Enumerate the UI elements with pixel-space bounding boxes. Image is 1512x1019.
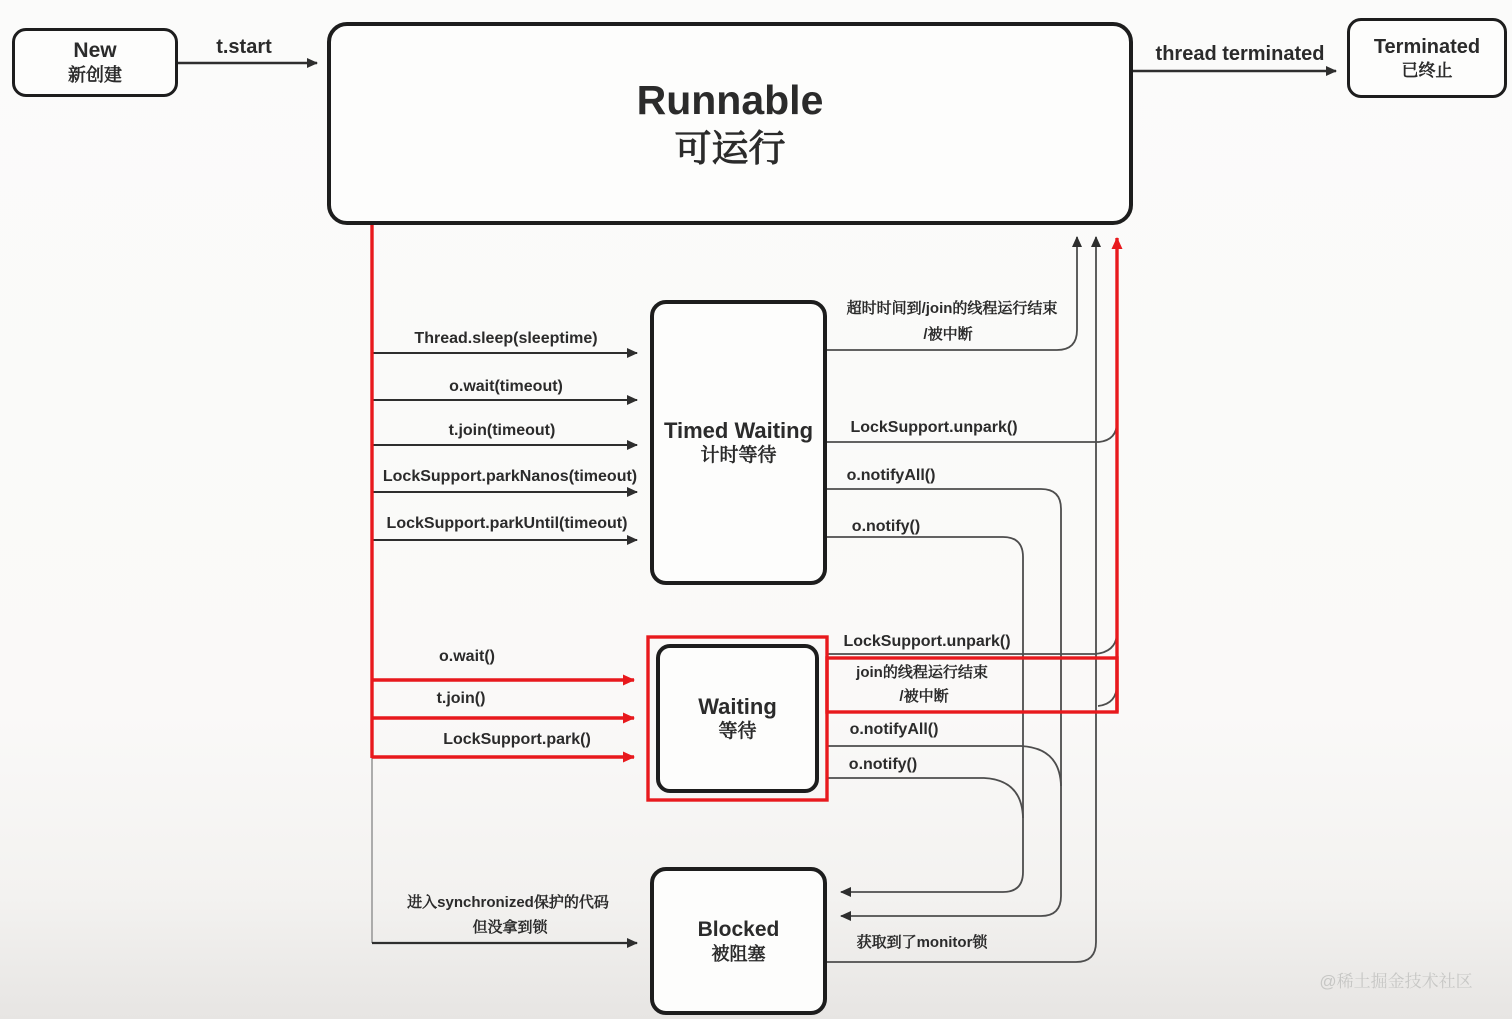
label-timeout-line2: /被中断 <box>923 326 973 343</box>
label-parkuntil: LockSupport.parkUntil(timeout) <box>386 515 628 532</box>
label-thread-terminated: thread terminated <box>1155 43 1325 65</box>
label-join-line1: join的线程运行结束 <box>856 664 988 681</box>
state-box-runnable <box>327 22 1133 225</box>
label-owait-timeout: o.wait(timeout) <box>449 378 563 395</box>
state-blocked-zh: 被阻塞 <box>711 943 766 964</box>
watermark: @稀土掘金技术社区 <box>1319 972 1473 991</box>
label-park: LockSupport.park() <box>443 731 591 748</box>
label-notify-waiting: o.notify() <box>848 756 918 773</box>
label-parknanos: LockSupport.parkNanos(timeout) <box>382 468 638 485</box>
state-timed-waiting-en: Timed Waiting <box>663 417 814 443</box>
label-notifyall-waiting: o.notifyAll() <box>849 721 939 738</box>
edge-notify-waiting-merge <box>827 778 1023 818</box>
state-runnable-en: Runnable <box>636 76 824 123</box>
state-waiting-zh: 等待 <box>718 721 757 743</box>
state-runnable-zh: 可运行 <box>674 128 786 169</box>
label-t-start: t.start <box>216 36 272 58</box>
state-box-blocked <box>650 867 827 1015</box>
state-box-waiting <box>656 644 819 793</box>
label-notifyall-timed: o.notifyAll() <box>846 467 936 484</box>
label-tjoin: t.join() <box>436 690 486 707</box>
state-waiting-en: Waiting <box>698 693 777 719</box>
state-box-terminated <box>1347 18 1507 98</box>
edge-monitor-to-runnable <box>827 237 1096 962</box>
state-blocked-en: Blocked <box>697 917 780 941</box>
state-box-timed-waiting <box>650 300 827 585</box>
edge-notify-timed-to-blocked <box>827 537 1023 892</box>
label-synchronized-line2: 但没拿到锁 <box>472 919 548 936</box>
label-owait: o.wait() <box>439 648 495 665</box>
label-thread-sleep: Thread.sleep(sleeptime) <box>414 330 598 347</box>
state-timed-waiting-zh: 计时等待 <box>700 445 777 467</box>
state-new-zh: 新创建 <box>68 65 122 86</box>
state-box-new <box>12 28 178 97</box>
label-unpark-timed: LockSupport.unpark() <box>850 419 1018 436</box>
label-join-line2: /被中断 <box>899 688 949 705</box>
label-timeout-line1: 超时时间到/join的线程运行结束 <box>846 300 1058 317</box>
label-notify-timed: o.notify() <box>851 518 921 535</box>
label-tjoin-timeout: t.join(timeout) <box>448 422 556 439</box>
edge-join-finish-curve <box>1098 684 1117 706</box>
label-synchronized-line1: 进入synchronized保护的代码 <box>407 894 609 911</box>
state-terminated-zh: 已终止 <box>1401 60 1453 80</box>
state-new-en: New <box>73 39 117 63</box>
state-terminated-en: Terminated <box>1373 35 1481 58</box>
label-unpark-waiting: LockSupport.unpark() <box>843 633 1011 650</box>
label-got-monitor: 获取到了monitor锁 <box>856 934 988 951</box>
